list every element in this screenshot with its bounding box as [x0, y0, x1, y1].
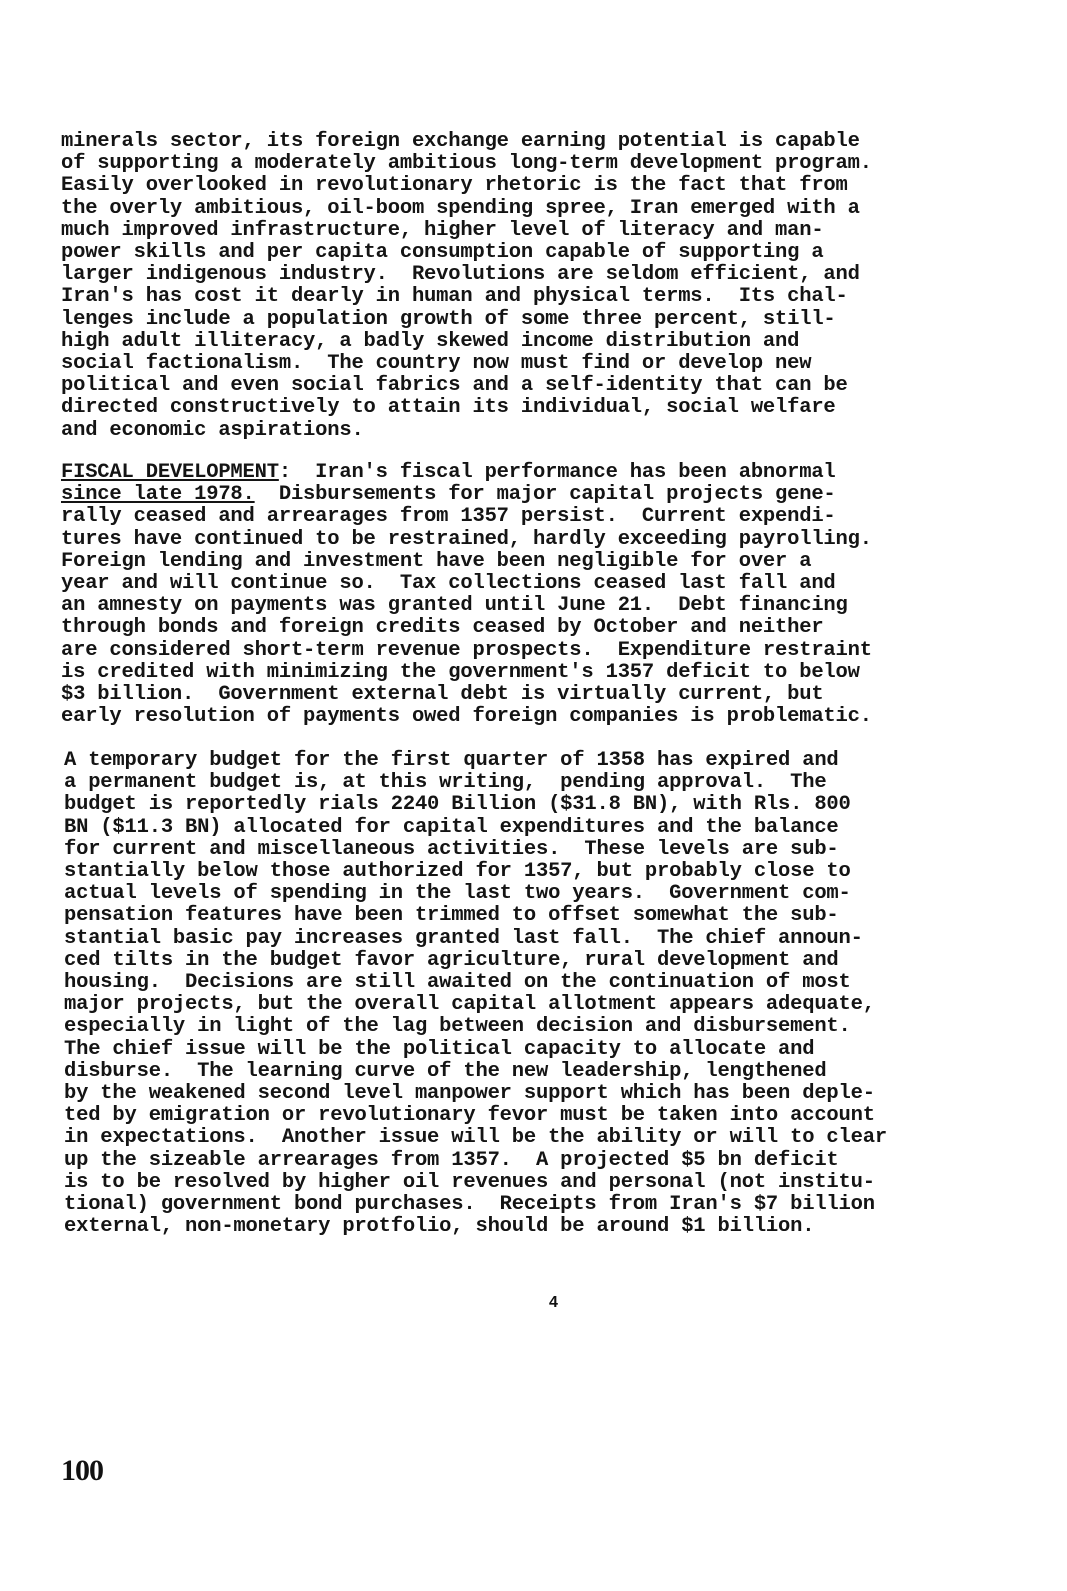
- minerals-line: directed constructively to attain its individual, social welfare: [61, 396, 836, 420]
- budget-line: ced tilts in the budget favor agriculture, rural development and: [64, 948, 839, 972]
- page-marker: 4: [549, 1294, 558, 1311]
- paragraph-minerals-sector: [61, 131, 971, 442]
- paragraph-fiscal-development: [61, 462, 971, 728]
- budget-line: The chief issue will be the political capacity to allocate and: [64, 1037, 815, 1061]
- budget-line: by the weakened second level manpower support which has been deple-: [64, 1082, 875, 1106]
- fiscal-heading-continuation: since late 1978.: [61, 483, 255, 507]
- minerals-line: much improved infrastructure, higher level of literacy and man-: [61, 218, 824, 242]
- budget-line: ted by emigration or revolutionary fevor must be taken into account: [64, 1104, 875, 1128]
- fiscal-line: $3 billion. Government external debt is virtually current, but: [61, 683, 824, 707]
- fiscal-first-line: [61, 462, 971, 484]
- page-number: 100: [61, 1454, 103, 1487]
- minerals-line: Iran's has cost it dearly in human and physical terms. Its chal-: [61, 285, 848, 309]
- minerals-line: the overly ambitious, oil-boom spending spree, Iran emerged with a: [61, 196, 860, 220]
- minerals-line: and economic aspirations.: [61, 418, 364, 442]
- fiscal-line: year and will continue so. Tax collections ceased last fall and: [61, 572, 836, 596]
- budget-line: up the sizeable arrearages from 1357. A projected $5 bn deficit: [64, 1148, 839, 1172]
- budget-line: stantially below those authorized for 1357, but probably close to: [64, 860, 851, 884]
- minerals-line: political and even social fabrics and a self-identity that can be: [61, 374, 848, 398]
- minerals-line: social factionalism. The country now must find or develop new: [61, 352, 812, 376]
- budget-line: a permanent budget is, at this writing, pending approval. The: [64, 771, 827, 795]
- fiscal-line: is credited with minimizing the government's 1357 deficit to below: [61, 660, 860, 684]
- minerals-line: of supporting a moderately ambitious long-term development program.: [61, 152, 872, 176]
- budget-line: stantial basic pay increases granted last fall. The chief announ-: [64, 926, 863, 950]
- fiscal-line: early resolution of payments owed foreign companies is problematic.: [61, 705, 872, 729]
- minerals-line: high adult illiteracy, a badly skewed income distribution and: [61, 329, 800, 353]
- fiscal-line: rally ceased and arrearages from 1357 persist. Current expendi-: [61, 505, 836, 529]
- minerals-line: minerals sector, its foreign exchange earning potential is capable: [61, 130, 860, 153]
- fiscal-line: Foreign lending and investment have been negligible for over a: [61, 549, 812, 573]
- minerals-line: larger indigenous industry. Revolutions are seldom efficient, and: [61, 263, 860, 287]
- fiscal-line: an amnesty on payments was granted until June 21. Debt financing: [61, 594, 848, 618]
- budget-line: disburse. The learning curve of the new leadership, lengthened: [64, 1059, 827, 1083]
- budget-line: external, non-monetary protfolio, should be around $1 billion.: [64, 1215, 815, 1239]
- fiscal-line: are considered short-term revenue prospects. Expenditure restraint: [61, 638, 872, 662]
- budget-line: in expectations. Another issue will be the ability or will to clear: [64, 1126, 887, 1150]
- budget-line: A temporary budget for the first quarter of 1358 has expired and: [64, 749, 839, 772]
- budget-line: BN ($11.3 BN) allocated for capital expenditures and the balance: [64, 815, 839, 839]
- budget-line: pensation features have been trimmed to offset somewhat the sub-: [64, 904, 839, 928]
- budget-line: for current and miscellaneous activities. These levels are sub-: [64, 837, 839, 861]
- fiscal-second-line: [61, 484, 971, 506]
- budget-line: major projects, but the overall capital allotment appears adequate,: [64, 993, 875, 1017]
- fiscal-second-line-text: Disbursements for major capital projects gene-: [254, 483, 836, 507]
- paragraph-budget: [64, 750, 974, 1238]
- fiscal-line: through bonds and foreign credits ceased by October and neither: [61, 616, 824, 640]
- fiscal-line: tures have continued to be restrained, hardly exceeding payrolling.: [61, 527, 872, 551]
- budget-line: budget is reportedly rials 2240 Billion ($31.8 BN), with Rls. 800: [64, 793, 851, 817]
- budget-line: is to be resolved by higher oil revenues and personal (not institu-: [64, 1170, 875, 1194]
- minerals-line: power skills and per capita consumption capable of supporting a: [61, 241, 824, 265]
- minerals-line: lenges include a population growth of some three percent, still-: [61, 307, 836, 331]
- budget-line: especially in light of the lag between decision and disbursement.: [64, 1015, 851, 1039]
- fiscal-heading: FISCAL DEVELOPMENT: [61, 461, 279, 484]
- fiscal-first-line-text: : Iran's fiscal performance has been abnormal: [278, 461, 836, 484]
- budget-line: tional) government bond purchases. Receipts from Iran's $7 billion: [64, 1193, 875, 1217]
- budget-line: housing. Decisions are still awaited on the continuation of most: [64, 971, 851, 995]
- minerals-line: Easily overlooked in revolutionary rhetoric is the fact that from: [61, 174, 848, 198]
- budget-line: actual levels of spending in the last two years. Government com-: [64, 882, 851, 906]
